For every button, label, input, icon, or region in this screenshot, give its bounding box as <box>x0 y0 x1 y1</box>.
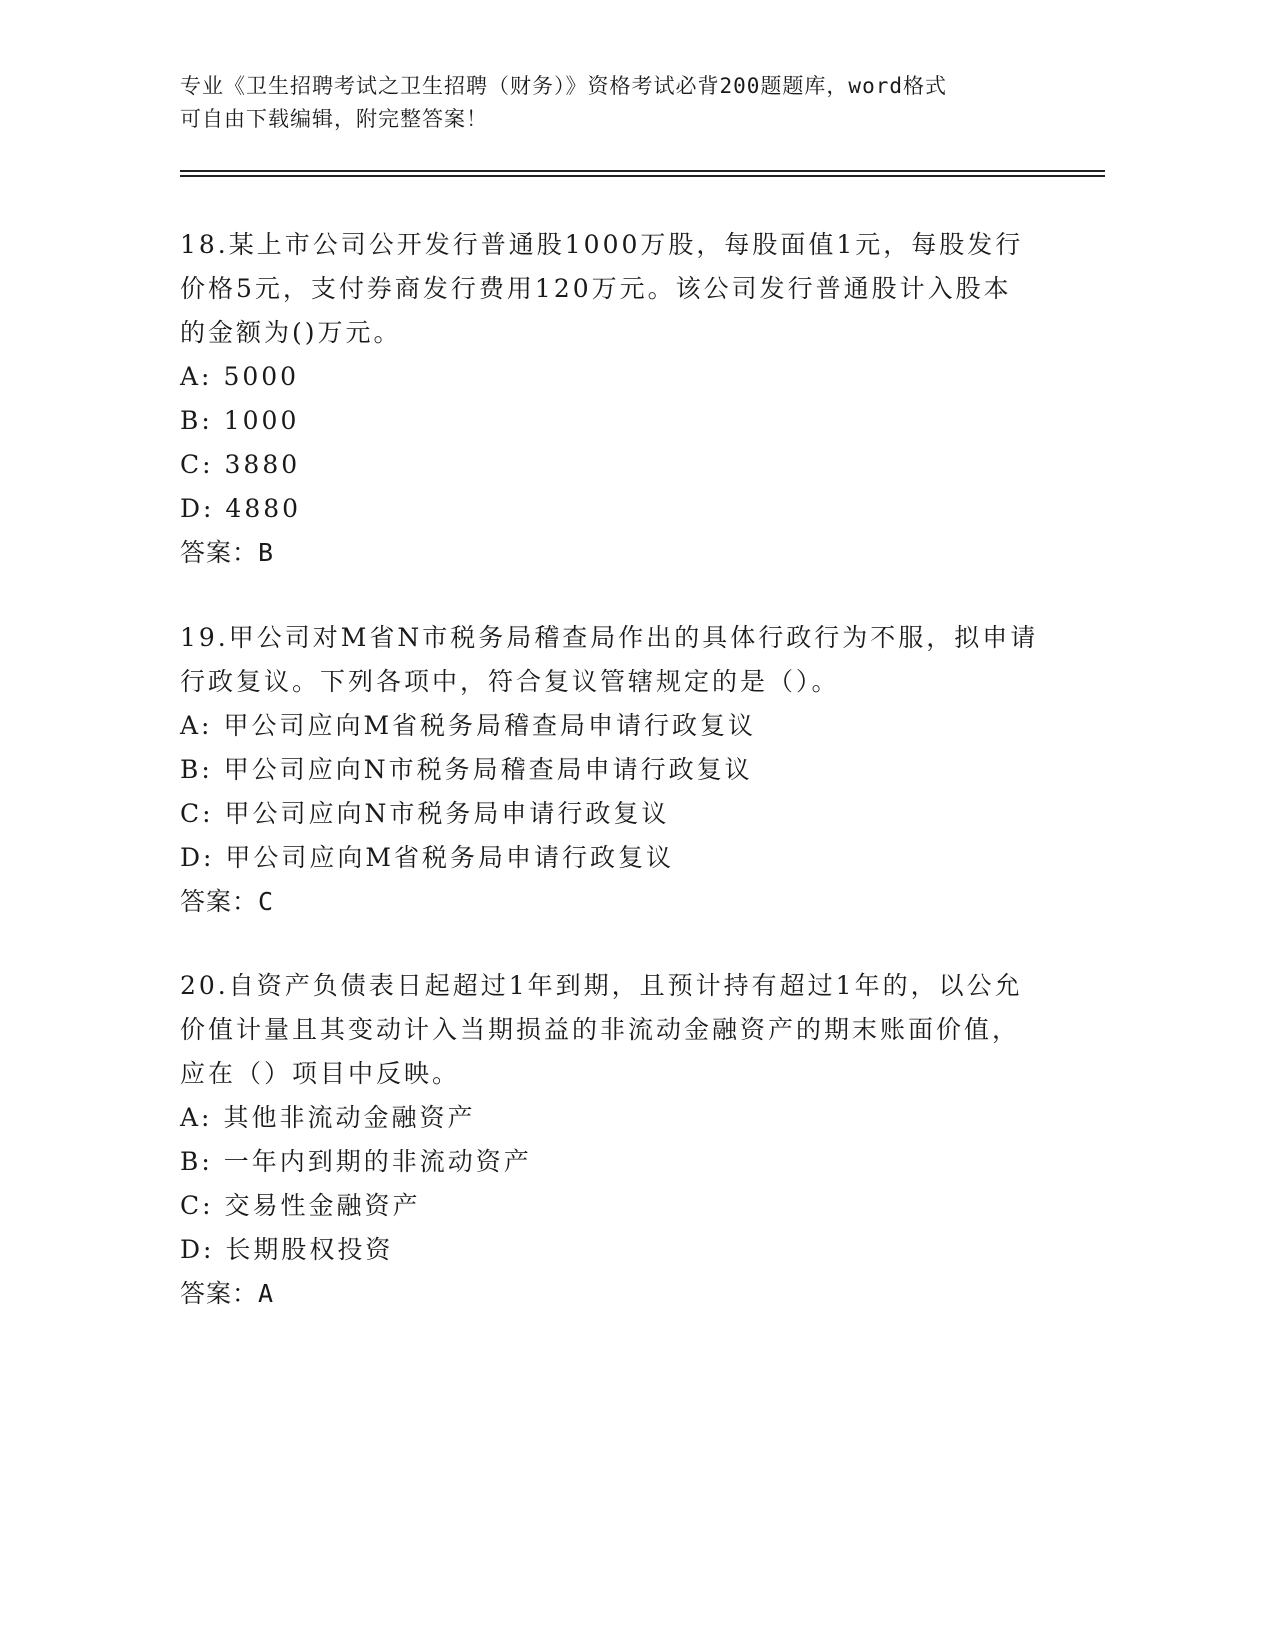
option-a: A: 其他非流动金融资产 <box>180 1103 476 1132</box>
question-stem-line: 应在（）项目中反映。 <box>180 1059 461 1088</box>
answer-label: 答案：A <box>180 1279 275 1308</box>
answer-label: 答案：B <box>180 538 275 567</box>
option-d: D: 甲公司应向M省税务局申请行政复议 <box>180 843 675 872</box>
question-20 <box>180 964 1040 1316</box>
option-c: C: 3880 <box>180 450 301 479</box>
question-stem-line: 19.甲公司对M省N市税务局稽查局作出的具体行政行为不服，拟申请 <box>180 623 1039 652</box>
answer-label: 答案：C <box>180 887 275 916</box>
header-divider-bottom <box>180 175 1105 177</box>
option-c: C: 交易性金融资产 <box>180 1191 421 1220</box>
question-stem-line: 价格5元，支付券商发行费用120万元。该公司发行普通股计入股本 <box>180 274 1012 303</box>
header-line-1: 专业《卫生招聘考试之卫生招聘（财务）》资格考试必背200题题库，word格式 <box>180 74 947 98</box>
question-stem-line: 价值计量且其变动计入当期损益的非流动金融资产的期末账面价值， <box>180 1015 1021 1044</box>
option-b: B: 一年内到期的非流动资产 <box>180 1147 532 1176</box>
option-d: D: 4880 <box>180 494 302 523</box>
option-b: B: 甲公司应向N市税务局稽查局申请行政复议 <box>180 755 753 784</box>
question-stem-line: 18.某上市公司公开发行普通股1000万股，每股面值1元，每股发行 <box>180 230 1024 259</box>
option-a: A: 5000 <box>180 362 300 391</box>
document-header <box>180 70 1060 136</box>
question-stem-line: 的金额为()万元。 <box>180 318 402 347</box>
question-stem-line: 行政复议。下列各项中，符合复议管辖规定的是（）。 <box>180 667 840 696</box>
option-a: A: 甲公司应向M省税务局稽查局申请行政复议 <box>180 711 757 740</box>
question-18 <box>180 223 1040 575</box>
header-divider-top <box>180 170 1105 172</box>
question-stem-line: 20.自资产负债表日起超过1年到期，且预计持有超过1年的，以公允 <box>180 971 1023 1000</box>
option-b: B: 1000 <box>180 406 300 435</box>
header-line-2: 可自由下载编辑，附完整答案！ <box>180 107 488 131</box>
option-c: C: 甲公司应向N市税务局申请行政复议 <box>180 799 670 828</box>
question-19 <box>180 616 1040 924</box>
option-d: D: 长期股权投资 <box>180 1235 394 1264</box>
